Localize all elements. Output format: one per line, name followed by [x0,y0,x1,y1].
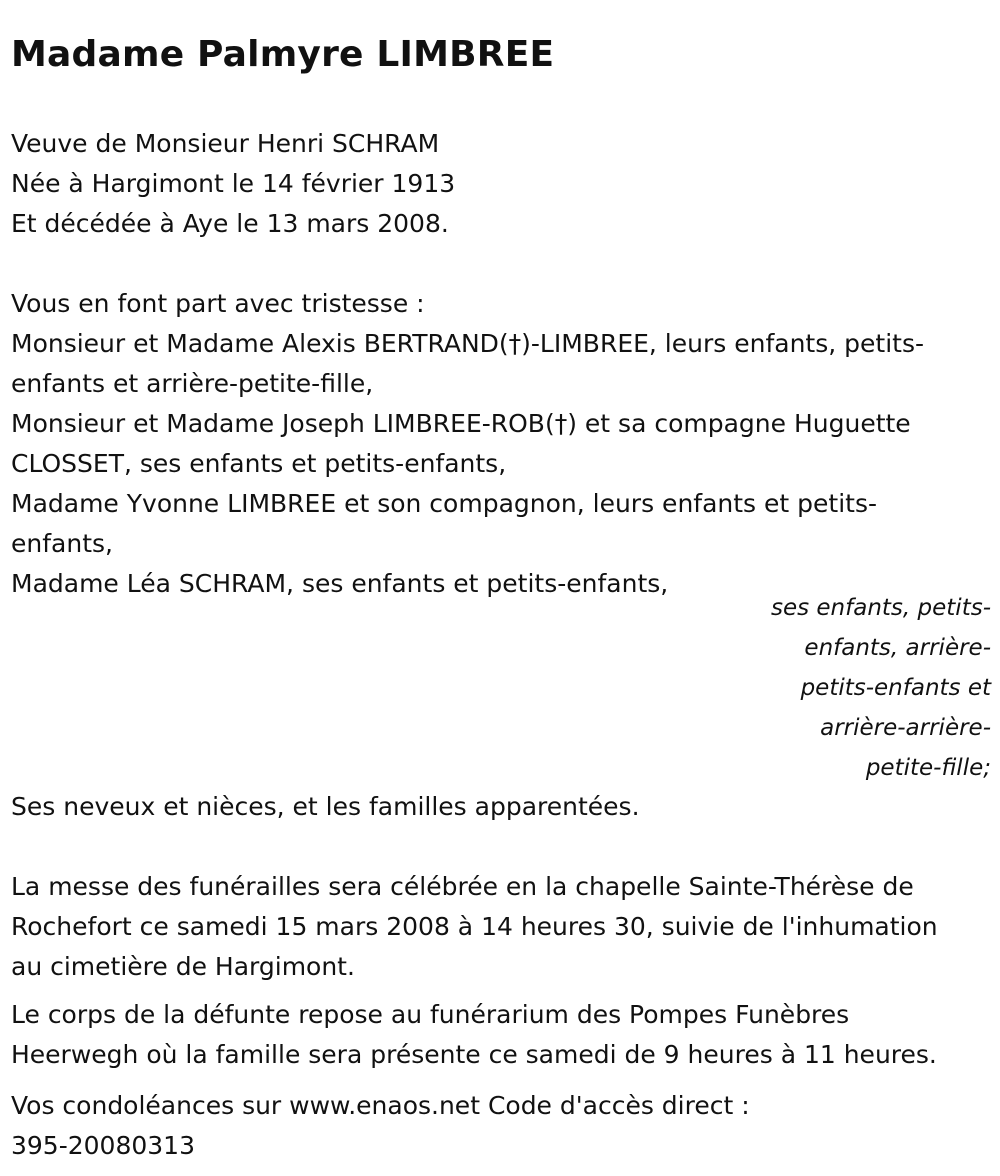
descendants-line: petite-fille; [865,755,991,781]
viewing-details [11,995,991,1075]
family-line: Madame Léa SCHRAM, ses enfants et petits-enfants, [11,569,669,598]
condolences-block [11,1086,991,1166]
descendants-line: enfants, arrière- [804,635,991,661]
announcement-lead: Vous en font part avec tristesse : [11,289,425,318]
family-line: Monsieur et Madame Joseph LIMBREE-ROB(†) et sa compagne Huguette [11,409,911,438]
descendants-line: ses enfants, petits- [770,595,991,621]
descendants-note [741,588,991,788]
intro-block [11,124,991,244]
announcement-block [11,284,991,604]
widow-of-line: Veuve de Monsieur Henri SCHRAM [11,129,440,158]
descendants-line: petits-enfants et [800,675,991,701]
family-line: Madame Yvonne LIMBREE et son compagnon, leurs enfants et petits- [11,489,878,518]
family-line: Monsieur et Madame Alexis BERTRAND(†)-LIMBREE, leurs enfants, petits- [11,329,924,358]
funeral-line: La messe des funérailles sera célébrée en la chapelle Sainte-Thérèse de [11,872,914,901]
condolences-text: Vos condoléances sur www.enaos.net Code d'accès direct : [11,1091,750,1120]
page-title: Madame Palmyre LIMBREE [11,34,555,75]
family-line: CLOSSET, ses enfants et petits-enfants, [11,449,507,478]
funeral-line: au cimetière de Hargimont. [11,952,355,981]
family-line: enfants et arrière-petite-fille, [11,369,374,398]
family-line: enfants, [11,529,113,558]
relatives-line: Ses neveux et nièces, et les familles apparentées. [11,792,640,821]
death-line: Et décédée à Aye le 13 mars 2008. [11,209,449,238]
birth-line: Née à Hargimont le 14 février 1913 [11,169,456,198]
viewing-line: Heerwegh où la famille sera présente ce samedi de 9 heures à 11 heures. [11,1040,937,1069]
funeral-line: Rochefort ce samedi 15 mars 2008 à 14 heures 30, suivie de l'inhumation [11,912,938,941]
viewing-line: Le corps de la défunte repose au funérarium des Pompes Funèbres [11,1000,850,1029]
funeral-details [11,867,991,987]
access-code: 395-20080313 [11,1131,195,1160]
descendants-line: arrière-arrière- [820,715,991,741]
